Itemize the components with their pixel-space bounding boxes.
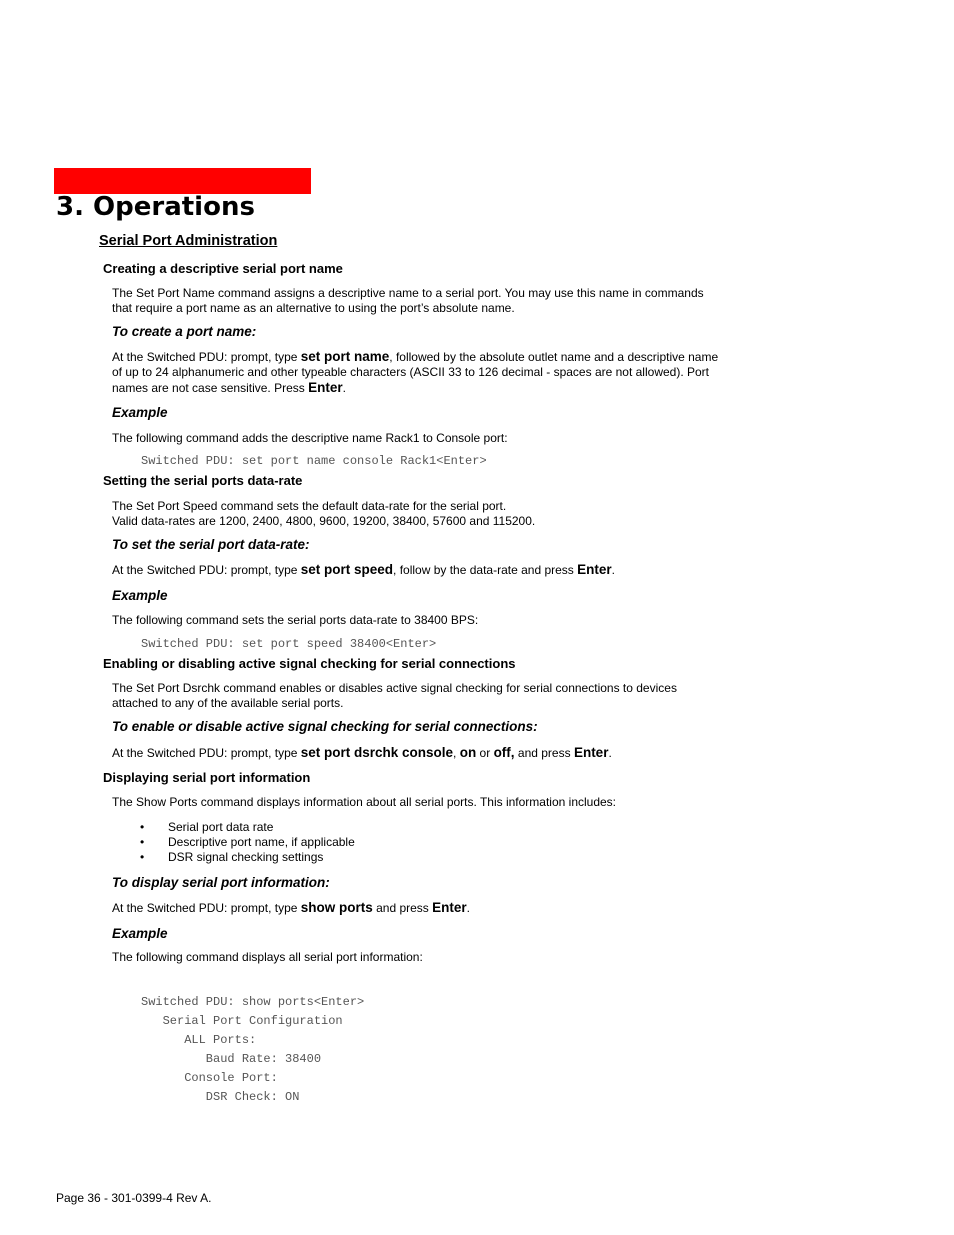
example-text-port-info: The following command displays all serial port information: (112, 950, 423, 964)
code-example-port-name: Switched PDU: set port name console Rack1<Enter> (141, 454, 487, 468)
page-footer: Page 36 - 301-0399-4 Rev A. (56, 1191, 212, 1205)
paragraph-port-name-steps: At the Switched PDU: prompt, type set port name, followed by the absolute outlet name and a descriptive name of up to 24 alphanumeric and other typeable characters (ASCII 33 to 126 decimal - spaces are not allowed). Port names are not case sensitive. Press Enter. (112, 349, 719, 395)
example-heading-data-rate: Example (112, 588, 168, 603)
key-enter: Enter (577, 562, 612, 577)
key-enter: Enter (573, 745, 609, 760)
subsection-heading-port-info: Displaying serial port information (103, 770, 311, 785)
code-line: ALL Ports: (141, 1033, 257, 1047)
key-enter: Enter (308, 380, 343, 395)
list-item: • Serial port data rate (140, 820, 355, 835)
subsection-heading-port-name: Creating a descriptive serial port name (103, 261, 343, 276)
procedure-heading-port-name: To create a port name: (112, 324, 257, 339)
port-info-bullet-list (140, 820, 355, 865)
example-heading-port-info: Example (112, 926, 168, 941)
paragraph-signal-checking-steps: At the Switched PDU: prompt, type set port dsrchk console, on or off, and press Enter. (112, 745, 612, 760)
command-set-port-speed: set port speed (300, 562, 394, 577)
code-example-data-rate: Switched PDU: set port speed 38400<Enter> (141, 637, 437, 651)
example-text-port-name: The following command adds the descriptive name Rack1 to Console port: (112, 431, 508, 445)
subsection-heading-data-rate: Setting the serial ports data-rate (103, 473, 303, 488)
paragraph-data-rate-steps: At the Switched PDU: prompt, type set port speed, follow by the data-rate and press Enter. (112, 562, 615, 577)
code-line: Console Port: (141, 1071, 278, 1085)
paragraph-port-name-intro: The Set Port Name command assigns a descriptive name to a serial port. You may use this name in commands that require a port name as an alternative to using the port’s absolute name. (112, 286, 704, 315)
code-line: Serial Port Configuration (141, 1014, 343, 1028)
chapter-color-bar (54, 168, 311, 194)
paragraph-signal-checking-intro: The Set Port Dsrchk command enables or disables active signal checking for serial connections to devices attached to any of the available serial ports. (112, 681, 677, 710)
paragraph-port-info-intro: The Show Ports command displays information about all serial ports. This information includes: (112, 795, 617, 809)
example-text-data-rate: The following command sets the serial ports data-rate to 38400 BPS: (112, 613, 479, 627)
section-title: Serial Port Administration (99, 233, 278, 249)
paragraph-data-rate-intro: The Set Port Speed command sets the default data-rate for the serial port. Valid data-rates are 1200, 2400, 4800, 9600, 19200, 38400, 57600 and 115200. (112, 499, 536, 528)
example-heading-port-name: Example (112, 405, 168, 420)
code-line: DSR Check: ON (141, 1090, 300, 1104)
procedure-heading-port-info: To display serial port information: (112, 875, 330, 890)
code-line: Baud Rate: 38400 (141, 1052, 322, 1066)
procedure-heading-data-rate: To set the serial port data-rate: (112, 537, 310, 552)
command-show-ports: show ports (300, 900, 373, 915)
list-item: • DSR signal checking settings (140, 850, 355, 865)
key-enter: Enter (432, 900, 467, 915)
command-set-port-name: set port name (300, 349, 390, 364)
list-item: • Descriptive port name, if applicable (140, 835, 355, 850)
code-example-port-info (141, 974, 364, 1107)
chapter-title: 3. Operations (56, 192, 255, 222)
paragraph-port-info-steps: At the Switched PDU: prompt, type show ports and press Enter. (112, 900, 470, 915)
command-set-port-dsrchk: set port dsrchk console (300, 745, 454, 760)
subsection-heading-signal-checking: Enabling or disabling active signal checking for serial connections (103, 656, 516, 671)
code-line: Switched PDU: show ports<Enter> (141, 995, 365, 1009)
procedure-heading-signal-checking: To enable or disable active signal checking for serial connections: (112, 719, 538, 734)
